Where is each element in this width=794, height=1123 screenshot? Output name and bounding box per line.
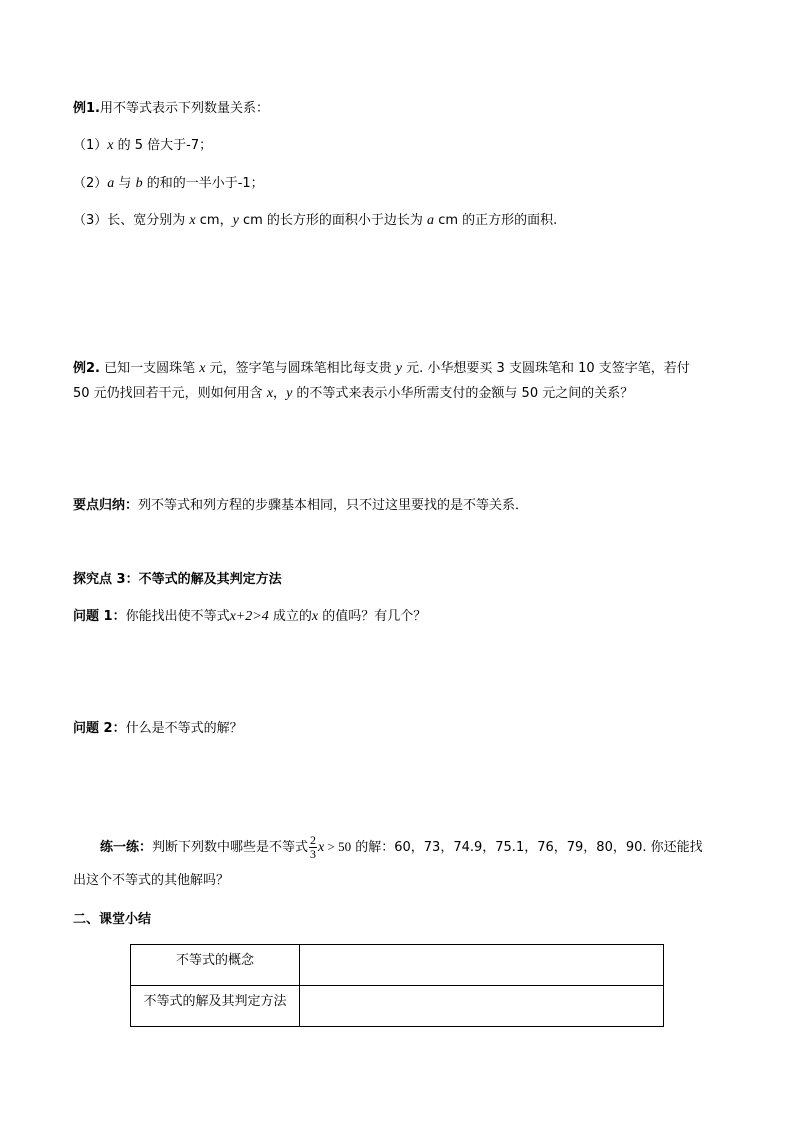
example1-item3: （3）长、宽分别为 x cm，y cm 的长方形的面积小于边长为 a cm 的正方形的面积. <box>73 213 558 228</box>
key-point: 要点归纳：列不等式和列方程的步骤基本相同，只不过这里要找的是不等关系． <box>73 498 529 513</box>
question-2: 问题 2：什么是不等式的解？ <box>73 721 243 736</box>
summary-title: 二、课堂小结 <box>73 912 152 927</box>
summary-row-value[interactable] <box>300 945 664 986</box>
example1-title: 例1. <box>73 101 100 116</box>
summary-row-value[interactable] <box>300 986 664 1027</box>
example2-line2: 50 元仍找回若干元，则如何用含 x，y 的不等式来表示小华所需支付的金额与 50 元之间的关系？ <box>73 386 634 401</box>
practice-line2: 出这个不等式的其他解吗？ <box>73 873 230 888</box>
example1-item1: （1）x 的 5 倍大于-7； <box>73 138 213 153</box>
example2-title: 例2. <box>73 361 100 376</box>
practice-line1: 练一练：判断下列数中哪些是不等式 $\frac{2}{3}$ x > 50 的解：60，73，74.9，75.1，76，79，80，90. 你还能找 <box>100 833 703 861</box>
table-row <box>131 986 664 1027</box>
summary-row-label: 不等式的解及其判定方法 <box>131 986 300 1027</box>
question-1-label: 问题 1： <box>73 609 126 624</box>
explore3-title: 探究点 3：不等式的解及其判定方法 <box>73 572 282 587</box>
example1-item2: （2）a 与 b 的和的一半小于-1； <box>73 176 264 191</box>
question-1: 问题 1：你能找出使不等式x+2>4 成立的x 的值吗？有几个？ <box>73 609 427 624</box>
summary-row-label: 不等式的概念 <box>131 945 300 986</box>
example2-line1: 例2. 已知一支圆珠笔 x 元，签字笔与圆珠笔相比每支贵 y 元. 小华想要买 3 支圆珠笔和 10 支签字笔，若付 <box>73 361 690 376</box>
summary-table <box>130 944 664 1027</box>
practice-label: 练一练： <box>100 840 153 855</box>
table-row <box>131 945 664 986</box>
key-point-label: 要点归纳： <box>73 498 139 513</box>
example1-intro: 例1.用不等式表示下列数量关系： <box>73 101 269 116</box>
fraction-two-thirds: $\frac{2}{3}$ <box>310 833 317 861</box>
question-2-label: 问题 2： <box>73 721 126 736</box>
